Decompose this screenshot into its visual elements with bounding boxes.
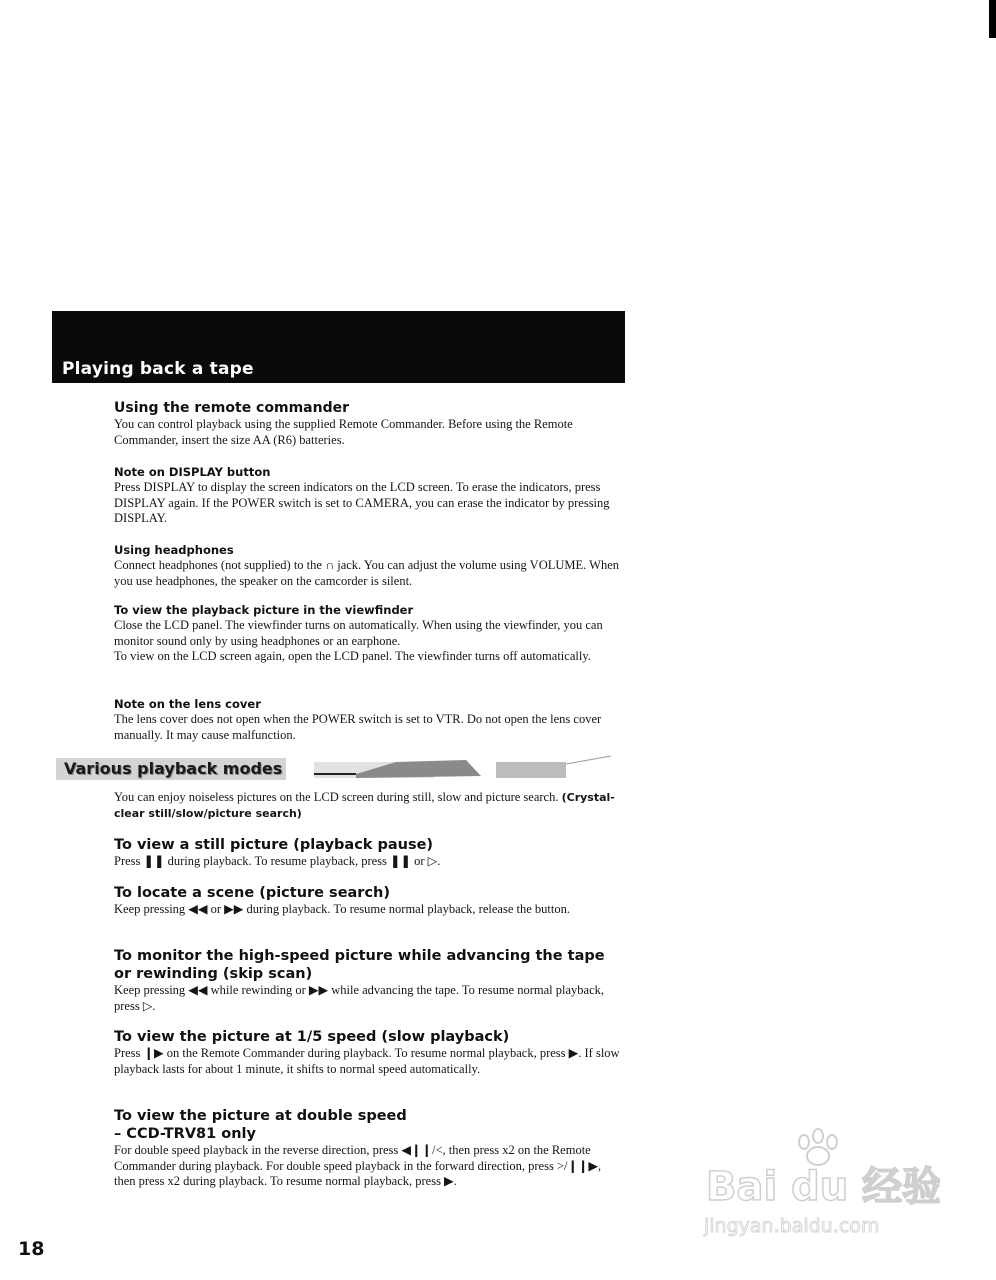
- modes-intro-section: [114, 790, 624, 821]
- still-section: [114, 836, 624, 870]
- double-heading: To view the picture at double speed: [114, 1108, 407, 1124]
- double-heading-model: – CCD-TRV81 only: [114, 1126, 256, 1142]
- modes-intro: [114, 790, 624, 821]
- viewfinder-section: [114, 603, 624, 665]
- display-note-text: Press DISPLAY to display the screen indicators on the LCD screen. To erase the indicators, press DISPLAY again. If the POWER switch is set to CAMERA, you can erase the indicator by pressing DISPLAY.: [114, 480, 610, 525]
- search-section: [114, 884, 624, 918]
- headphones-text: Connect headphones (not supplied) to the ∩ jack. You can adjust the volume using VOLUME. When you use headphones, the speaker on the camcorder is silent.: [114, 558, 620, 588]
- modes-section-bar: [56, 754, 616, 784]
- skip-section: [114, 947, 624, 1014]
- remote-text: You can control playback using the supplied Remote Commander. Before using the Remote Commander, insert the size AA (R6) batteries.: [114, 417, 573, 447]
- display-note-section: [114, 465, 624, 527]
- still-text: Press ❚❚ during playback. To resume playback, press ❚❚ or ▷.: [114, 854, 441, 868]
- viewfinder-text-2: To view on the LCD screen again, open the LCD panel. The viewfinder turns off automatically.: [114, 649, 591, 663]
- skip-text: Keep pressing ◀◀ while rewinding or ▶▶ while advancing the tape. To resume normal playback, press ▷.: [114, 983, 604, 1013]
- page-edge-mark: [989, 0, 996, 38]
- banner-title: Playing back a tape: [62, 359, 254, 379]
- slow-section: [114, 1028, 624, 1077]
- modes-title: Various playback modes: [64, 759, 283, 778]
- headphones-section: [114, 543, 624, 589]
- modes-intro-text: You can enjoy noiseless pictures on the LCD screen during still, slow and picture search.: [114, 790, 559, 804]
- remote-section: [114, 400, 624, 448]
- search-text: Keep pressing ◀◀ or ▶▶ during playback. To resume normal playback, release the button.: [114, 902, 570, 916]
- skip-heading: To monitor the high-speed picture while advancing the tape or rewinding (skip scan): [114, 948, 605, 982]
- double-section: [114, 1107, 624, 1190]
- baidu-watermark-logo: [700, 1120, 940, 1240]
- watermark-sub: jingyan.baidu.com: [704, 1215, 880, 1237]
- watermark: [700, 1120, 940, 1240]
- headphones-heading: Using headphones: [114, 543, 234, 557]
- slow-heading: To view the picture at 1/5 speed (slow playback): [114, 1029, 510, 1045]
- lens-note-section: [114, 697, 624, 743]
- section-banner: [52, 311, 625, 383]
- remote-heading: Using the remote commander: [114, 400, 349, 416]
- still-heading: To view a still picture (playback pause): [114, 837, 434, 853]
- slow-text: Press ❙▶ on the Remote Commander during playback. To resume normal playback, press ▶. If slow playback lasts for about 1 minute, it shifts to normal speed automatically.: [114, 1046, 620, 1076]
- viewfinder-heading: To view the playback picture in the viewfinder: [114, 603, 414, 617]
- watermark-main: Bai du 经验: [706, 1164, 940, 1210]
- page-number: 18: [18, 1238, 45, 1260]
- display-note-heading: Note on DISPLAY button: [114, 465, 271, 479]
- lens-note-heading: Note on the lens cover: [114, 697, 261, 711]
- viewfinder-text-1: Close the LCD panel. The viewfinder turns on automatically. When using the viewfinder, you can monitor sound only by using headphones or an earphone.: [114, 618, 603, 648]
- lens-note-text: The lens cover does not open when the POWER switch is set to VTR. Do not open the lens cover manually. It may cause malfunction.: [114, 712, 602, 742]
- search-heading: To locate a scene (picture search): [114, 885, 391, 901]
- double-text: For double speed playback in the reverse direction, press ◀❙❙/<, then press x2 on the Remote Commander during playback. For double speed playback in the forward direction, press >/❙❙▶, then press x2 during playback. To resume normal playback, press ▶.: [114, 1143, 602, 1188]
- modes-intro-bold: (Crystal-clear still/slow/picture search): [114, 791, 615, 820]
